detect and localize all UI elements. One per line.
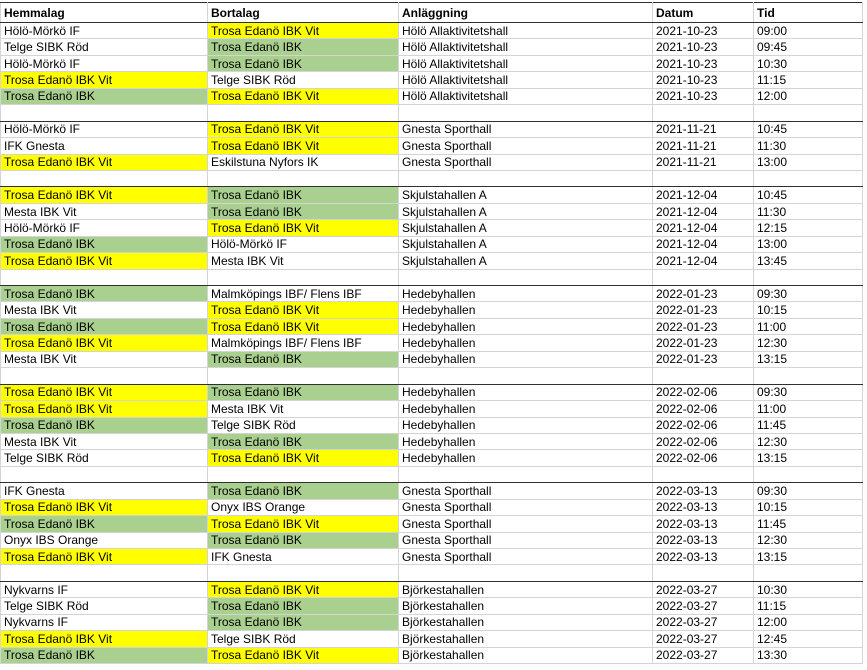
cell-anlaggning[interactable]: Hedebyhallen (399, 335, 653, 351)
cell-anlaggning[interactable]: Gnesta Sporthall (399, 154, 653, 170)
cell-datum[interactable]: 2022-03-13 (653, 516, 754, 532)
cell-hemmalag[interactable] (1, 565, 208, 581)
cell-hemmalag[interactable]: Trosa Edanö IBK Vit (1, 499, 208, 515)
cell-hemmalag[interactable]: Telge SIBK Röd (1, 39, 208, 55)
cell-datum[interactable]: 2021-11-21 (653, 121, 754, 137)
match-row (1, 581, 863, 597)
cell-bortalag[interactable]: Trosa Edanö IBK Vit (208, 121, 399, 137)
cell-tid[interactable]: 09:00 (754, 23, 863, 39)
cell-tid[interactable]: 13:15 (754, 450, 863, 466)
cell-tid[interactable]: 12:00 (754, 88, 863, 104)
match-row (1, 154, 863, 170)
spacer-row (1, 466, 863, 482)
cell-anlaggning[interactable]: Gnesta Sporthall (399, 549, 653, 565)
cell-bortalag[interactable]: Telge SIBK Röd (208, 631, 399, 647)
cell-tid[interactable]: 13:00 (754, 236, 863, 252)
cell-anlaggning[interactable]: Skjulstahallen A (399, 236, 653, 252)
cell-anlaggning[interactable]: Hedebyhallen (399, 286, 653, 302)
cell-anlaggning[interactable]: Hedebyhallen (399, 384, 653, 400)
cell-hemmalag[interactable]: Nykvarns IF (1, 614, 208, 630)
cell-datum[interactable]: 2022-02-06 (653, 417, 754, 433)
cell-datum[interactable]: 2022-03-27 (653, 581, 754, 597)
cell-hemmalag[interactable]: Mesta IBK Vit (1, 351, 208, 367)
cell-anlaggning[interactable]: Hedebyhallen (399, 302, 653, 318)
cell-hemmalag[interactable] (1, 466, 208, 482)
cell-anlaggning[interactable]: Hedebyhallen (399, 401, 653, 417)
cell-tid[interactable]: 11:00 (754, 401, 863, 417)
match-row (1, 401, 863, 417)
match-row (1, 549, 863, 565)
cell-bortalag[interactable]: Trosa Edanö IBK Vit (208, 302, 399, 318)
cell-anlaggning[interactable] (399, 565, 653, 581)
cell-datum[interactable] (653, 105, 754, 121)
match-row (1, 203, 863, 219)
cell-datum[interactable]: 2021-10-23 (653, 88, 754, 104)
cell-hemmalag[interactable]: Trosa Edanö IBK (1, 88, 208, 104)
cell-datum[interactable]: 2022-03-27 (653, 631, 754, 647)
cell-tid[interactable]: 11:45 (754, 516, 863, 532)
cell-hemmalag[interactable] (1, 368, 208, 384)
cell-datum[interactable]: 2022-01-23 (653, 351, 754, 367)
cell-tid[interactable]: 12:30 (754, 433, 863, 449)
cell-bortalag[interactable]: Malmköpings IBF/ Flens IBF (208, 335, 399, 351)
cell-hemmalag[interactable]: Trosa Edanö IBK Vit (1, 549, 208, 565)
cell-anlaggning[interactable]: Gnesta Sporthall (399, 483, 653, 499)
column-header-datum[interactable]: Datum (653, 3, 754, 23)
cell-tid[interactable]: 13:45 (754, 253, 863, 269)
match-row (1, 532, 863, 548)
cell-hemmalag[interactable]: Mesta IBK Vit (1, 302, 208, 318)
cell-tid[interactable] (754, 466, 863, 482)
cell-bortalag[interactable]: Eskilstuna Nyfors IK (208, 154, 399, 170)
cell-datum[interactable]: 2022-01-23 (653, 318, 754, 334)
cell-hemmalag[interactable]: Trosa Edanö IBK (1, 286, 208, 302)
cell-tid[interactable]: 13:15 (754, 549, 863, 565)
match-row (1, 88, 863, 104)
cell-tid[interactable] (754, 170, 863, 186)
cell-hemmalag[interactable]: IFK Gnesta (1, 483, 208, 499)
match-row (1, 55, 863, 71)
match-row (1, 39, 863, 55)
cell-bortalag[interactable]: Trosa Edanö IBK (208, 532, 399, 548)
cell-bortalag[interactable]: Trosa Edanö IBK Vit (208, 581, 399, 597)
cell-hemmalag[interactable]: Hölö-Mörkö IF (1, 121, 208, 137)
cell-hemmalag[interactable]: Trosa Edanö IBK Vit (1, 253, 208, 269)
cell-datum[interactable]: 2021-12-04 (653, 253, 754, 269)
match-row (1, 187, 863, 203)
cell-anlaggning[interactable]: Björkestahallen (399, 598, 653, 614)
cell-bortalag[interactable]: Trosa Edanö IBK (208, 203, 399, 219)
cell-datum[interactable] (653, 368, 754, 384)
cell-datum[interactable]: 2021-12-04 (653, 220, 754, 236)
cell-anlaggning[interactable]: Skjulstahallen A (399, 187, 653, 203)
cell-anlaggning[interactable]: Hedebyhallen (399, 318, 653, 334)
cell-datum[interactable]: 2021-10-23 (653, 23, 754, 39)
cell-bortalag[interactable]: Onyx IBS Orange (208, 499, 399, 515)
cell-tid[interactable]: 09:30 (754, 483, 863, 499)
cell-datum[interactable] (653, 170, 754, 186)
cell-datum[interactable]: 2022-02-06 (653, 433, 754, 449)
match-row (1, 236, 863, 252)
cell-anlaggning[interactable]: Skjulstahallen A (399, 220, 653, 236)
cell-tid[interactable]: 11:15 (754, 72, 863, 88)
cell-datum[interactable]: 2022-03-27 (653, 647, 754, 663)
cell-datum[interactable]: 2021-10-23 (653, 55, 754, 71)
cell-bortalag[interactable]: Trosa Edanö IBK (208, 351, 399, 367)
match-row (1, 647, 863, 663)
cell-tid[interactable]: 10:30 (754, 581, 863, 597)
cell-tid[interactable]: 12:15 (754, 220, 863, 236)
cell-tid[interactable]: 12:30 (754, 532, 863, 548)
cell-bortalag[interactable]: IFK Gnesta (208, 549, 399, 565)
cell-tid[interactable]: 11:15 (754, 598, 863, 614)
match-row (1, 253, 863, 269)
cell-tid[interactable] (754, 565, 863, 581)
cell-hemmalag[interactable]: Trosa Edanö IBK Vit (1, 384, 208, 400)
cell-bortalag[interactable] (208, 368, 399, 384)
cell-hemmalag[interactable]: Telge SIBK Röd (1, 598, 208, 614)
cell-bortalag[interactable] (208, 269, 399, 285)
cell-anlaggning[interactable]: Björkestahallen (399, 581, 653, 597)
cell-anlaggning[interactable] (399, 269, 653, 285)
cell-bortalag[interactable]: Hölö-Mörkö IF (208, 236, 399, 252)
cell-hemmalag[interactable]: Trosa Edanö IBK Vit (1, 631, 208, 647)
cell-anlaggning[interactable]: Skjulstahallen A (399, 253, 653, 269)
match-row (1, 318, 863, 334)
cell-datum[interactable]: 2022-03-27 (653, 598, 754, 614)
cell-bortalag[interactable]: Trosa Edanö IBK (208, 433, 399, 449)
cell-datum[interactable]: 2022-03-13 (653, 532, 754, 548)
cell-anlaggning[interactable]: Gnesta Sporthall (399, 121, 653, 137)
cell-anlaggning[interactable]: Hölö Allaktivitetshall (399, 72, 653, 88)
cell-tid[interactable]: 10:15 (754, 302, 863, 318)
cell-hemmalag[interactable]: Trosa Edanö IBK (1, 318, 208, 334)
match-row (1, 23, 863, 39)
cell-bortalag[interactable] (208, 466, 399, 482)
cell-bortalag[interactable]: Telge SIBK Röd (208, 72, 399, 88)
match-row (1, 614, 863, 630)
cell-hemmalag[interactable]: Trosa Edanö IBK Vit (1, 187, 208, 203)
match-row (1, 220, 863, 236)
cell-tid[interactable]: 12:45 (754, 631, 863, 647)
cell-anlaggning[interactable]: Hölö Allaktivitetshall (399, 55, 653, 71)
cell-tid[interactable]: 10:15 (754, 499, 863, 515)
cell-bortalag[interactable]: Mesta IBK Vit (208, 401, 399, 417)
cell-tid[interactable]: 13:15 (754, 351, 863, 367)
cell-bortalag[interactable] (208, 170, 399, 186)
match-row (1, 516, 863, 532)
cell-datum[interactable]: 2021-11-21 (653, 138, 754, 154)
cell-bortalag[interactable]: Trosa Edanö IBK Vit (208, 647, 399, 663)
cell-hemmalag[interactable] (1, 105, 208, 121)
cell-hemmalag[interactable]: Mesta IBK Vit (1, 203, 208, 219)
cell-datum[interactable] (653, 565, 754, 581)
match-row (1, 335, 863, 351)
cell-datum[interactable] (653, 269, 754, 285)
cell-anlaggning[interactable]: Gnesta Sporthall (399, 516, 653, 532)
cell-anlaggning[interactable]: Hölö Allaktivitetshall (399, 23, 653, 39)
cell-bortalag[interactable]: Trosa Edanö IBK Vit (208, 516, 399, 532)
column-header-hemmalag[interactable]: Hemmalag (1, 3, 208, 23)
spacer-row (1, 565, 863, 581)
cell-anlaggning[interactable] (399, 170, 653, 186)
cell-bortalag[interactable]: Trosa Edanö IBK (208, 39, 399, 55)
cell-tid[interactable]: 13:00 (754, 154, 863, 170)
cell-tid[interactable]: 11:30 (754, 138, 863, 154)
cell-bortalag[interactable] (208, 105, 399, 121)
cell-hemmalag[interactable]: Telge SIBK Röd (1, 450, 208, 466)
cell-hemmalag[interactable]: Trosa Edanö IBK Vit (1, 154, 208, 170)
cell-bortalag[interactable]: Trosa Edanö IBK Vit (208, 220, 399, 236)
match-row (1, 417, 863, 433)
match-row (1, 499, 863, 515)
cell-anlaggning[interactable]: Hedebyhallen (399, 433, 653, 449)
cell-hemmalag[interactable]: Hölö-Mörkö IF (1, 55, 208, 71)
cell-bortalag[interactable]: Mesta IBK Vit (208, 253, 399, 269)
cell-bortalag[interactable]: Trosa Edanö IBK (208, 614, 399, 630)
cell-datum[interactable]: 2022-02-06 (653, 384, 754, 400)
cell-bortalag[interactable]: Trosa Edanö IBK (208, 187, 399, 203)
cell-anlaggning[interactable]: Hedebyhallen (399, 450, 653, 466)
cell-hemmalag[interactable]: Trosa Edanö IBK (1, 647, 208, 663)
spacer-row (1, 368, 863, 384)
column-header-bortalag[interactable]: Bortalag (208, 3, 399, 23)
cell-bortalag[interactable]: Telge SIBK Röd (208, 417, 399, 433)
cell-bortalag[interactable]: Malmköpings IBF/ Flens IBF (208, 286, 399, 302)
cell-bortalag[interactable] (208, 565, 399, 581)
cell-hemmalag[interactable]: Trosa Edanö IBK (1, 516, 208, 532)
cell-bortalag[interactable]: Trosa Edanö IBK (208, 483, 399, 499)
cell-bortalag[interactable]: Trosa Edanö IBK Vit (208, 138, 399, 154)
cell-tid[interactable]: 12:30 (754, 335, 863, 351)
cell-hemmalag[interactable] (1, 269, 208, 285)
cell-anlaggning[interactable]: Gnesta Sporthall (399, 499, 653, 515)
cell-hemmalag[interactable]: Trosa Edanö IBK (1, 236, 208, 252)
cell-hemmalag[interactable]: Trosa Edanö IBK (1, 417, 208, 433)
column-header-tid[interactable]: Tid (754, 3, 863, 23)
cell-tid[interactable]: 11:00 (754, 318, 863, 334)
match-row (1, 121, 863, 137)
cell-anlaggning[interactable]: Hölö Allaktivitetshall (399, 39, 653, 55)
cell-tid[interactable]: 13:30 (754, 647, 863, 663)
table-header-row (1, 3, 863, 23)
cell-tid[interactable]: 09:30 (754, 384, 863, 400)
cell-datum[interactable]: 2021-12-04 (653, 203, 754, 219)
match-row (1, 433, 863, 449)
cell-tid[interactable]: 10:30 (754, 55, 863, 71)
cell-hemmalag[interactable]: Hölö-Mörkö IF (1, 23, 208, 39)
schedule-rows (1, 23, 863, 664)
cell-bortalag[interactable]: Trosa Edanö IBK (208, 384, 399, 400)
cell-anlaggning[interactable]: Gnesta Sporthall (399, 138, 653, 154)
cell-datum[interactable]: 2022-03-13 (653, 549, 754, 565)
cell-datum[interactable]: 2022-01-23 (653, 286, 754, 302)
cell-tid[interactable]: 09:30 (754, 286, 863, 302)
cell-bortalag[interactable]: Trosa Edanö IBK (208, 598, 399, 614)
cell-bortalag[interactable]: Trosa Edanö IBK Vit (208, 23, 399, 39)
cell-anlaggning[interactable]: Skjulstahallen A (399, 203, 653, 219)
cell-datum[interactable]: 2022-03-13 (653, 483, 754, 499)
cell-datum[interactable]: 2021-12-04 (653, 187, 754, 203)
match-row (1, 384, 863, 400)
cell-datum[interactable]: 2022-01-23 (653, 335, 754, 351)
cell-datum[interactable]: 2022-03-13 (653, 499, 754, 515)
cell-hemmalag[interactable]: Nykvarns IF (1, 581, 208, 597)
cell-bortalag[interactable]: Trosa Edanö IBK Vit (208, 88, 399, 104)
cell-tid[interactable]: 10:45 (754, 187, 863, 203)
cell-hemmalag[interactable]: Trosa Edanö IBK Vit (1, 401, 208, 417)
cell-tid[interactable]: 10:45 (754, 121, 863, 137)
cell-anlaggning[interactable]: Björkestahallen (399, 631, 653, 647)
match-row (1, 302, 863, 318)
cell-anlaggning[interactable]: Hölö Allaktivitetshall (399, 88, 653, 104)
cell-anlaggning[interactable] (399, 105, 653, 121)
cell-tid[interactable]: 11:45 (754, 417, 863, 433)
cell-datum[interactable]: 2022-02-06 (653, 450, 754, 466)
cell-hemmalag[interactable]: IFK Gnesta (1, 138, 208, 154)
cell-hemmalag[interactable]: Mesta IBK Vit (1, 433, 208, 449)
cell-anlaggning[interactable]: Hedebyhallen (399, 351, 653, 367)
match-row (1, 138, 863, 154)
cell-datum[interactable]: 2021-10-23 (653, 72, 754, 88)
cell-bortalag[interactable]: Trosa Edanö IBK (208, 55, 399, 71)
cell-tid[interactable]: 09:45 (754, 39, 863, 55)
cell-hemmalag[interactable]: Onyx IBS Orange (1, 532, 208, 548)
cell-datum[interactable]: 2022-03-27 (653, 614, 754, 630)
match-row (1, 286, 863, 302)
cell-datum[interactable] (653, 466, 754, 482)
cell-tid[interactable]: 12:00 (754, 614, 863, 630)
cell-datum[interactable]: 2021-11-21 (653, 154, 754, 170)
cell-tid[interactable] (754, 368, 863, 384)
cell-anlaggning[interactable]: Björkestahallen (399, 647, 653, 663)
cell-anlaggning[interactable]: Björkestahallen (399, 614, 653, 630)
match-row (1, 351, 863, 367)
cell-anlaggning[interactable] (399, 368, 653, 384)
match-row (1, 598, 863, 614)
cell-tid[interactable]: 11:30 (754, 203, 863, 219)
cell-datum[interactable]: 2022-01-23 (653, 302, 754, 318)
cell-anlaggning[interactable] (399, 466, 653, 482)
spacer-row (1, 170, 863, 186)
cell-hemmalag[interactable]: Hölö-Mörkö IF (1, 220, 208, 236)
spacer-row (1, 105, 863, 121)
cell-hemmalag[interactable] (1, 170, 208, 186)
cell-hemmalag[interactable]: Trosa Edanö IBK Vit (1, 72, 208, 88)
cell-tid[interactable] (754, 105, 863, 121)
cell-datum[interactable]: 2022-02-06 (653, 401, 754, 417)
match-row (1, 450, 863, 466)
column-header-anlaggning[interactable]: Anläggning (399, 3, 653, 23)
cell-tid[interactable] (754, 269, 863, 285)
match-row (1, 483, 863, 499)
match-row (1, 631, 863, 647)
cell-bortalag[interactable]: Trosa Edanö IBK Vit (208, 450, 399, 466)
cell-bortalag[interactable]: Trosa Edanö IBK Vit (208, 318, 399, 334)
cell-anlaggning[interactable]: Gnesta Sporthall (399, 532, 653, 548)
schedule-table (0, 2, 863, 664)
match-row (1, 72, 863, 88)
spacer-row (1, 269, 863, 285)
cell-datum[interactable]: 2021-10-23 (653, 39, 754, 55)
cell-hemmalag[interactable]: Trosa Edanö IBK Vit (1, 335, 208, 351)
cell-datum[interactable]: 2021-12-04 (653, 236, 754, 252)
cell-anlaggning[interactable]: Hedebyhallen (399, 417, 653, 433)
